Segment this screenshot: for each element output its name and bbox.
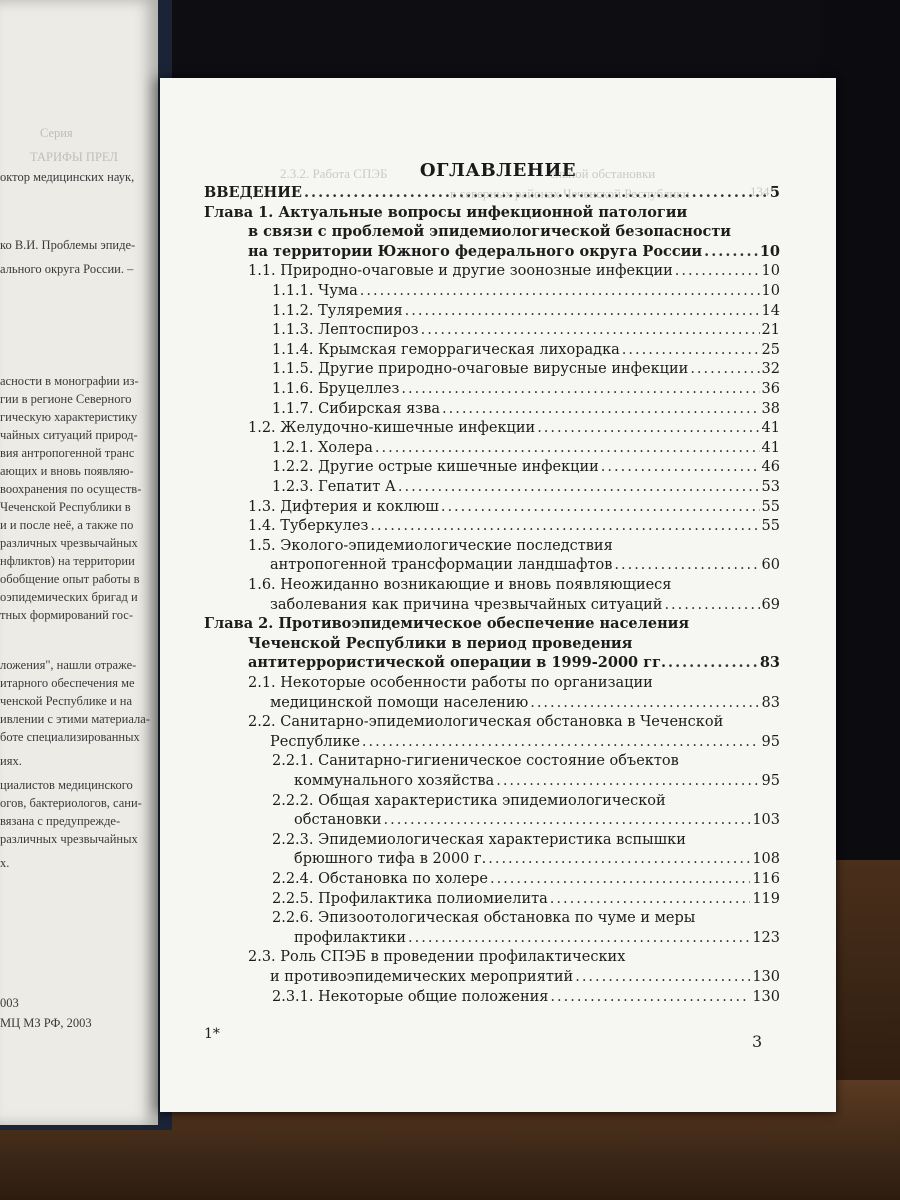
left-line: воохранения по осуществ- — [0, 482, 142, 496]
toc-entry-label: ВВЕДЕНИЕ — [204, 184, 302, 201]
toc-page-number: 32 — [761, 361, 780, 378]
toc-leader-dots — [550, 890, 751, 908]
toc-entry[interactable] — [272, 400, 780, 418]
toc-page-number: 41 — [761, 420, 780, 437]
bleed-through-text: в северных районах Чеченской Республики — [450, 186, 690, 201]
toc-entry-label: брюшного тифа в 2000 г. — [294, 851, 487, 868]
toc-leader-dots — [575, 968, 750, 986]
wooden-table-right — [830, 860, 900, 1090]
toc-entry-heading: Глава 1. Актуальные вопросы инфекционной патологии — [204, 203, 688, 221]
toc-page-number: 119 — [752, 890, 780, 907]
toc-entry[interactable] — [272, 870, 780, 888]
page-number: 3 — [752, 1032, 763, 1051]
toc-entry[interactable] — [272, 302, 780, 320]
left-line: чайных ситуаций природ- — [0, 428, 138, 442]
toc-entry-label: 1.2.2. Другие острые кишечные инфекции — [272, 459, 599, 476]
toc-page-number: 103 — [752, 812, 780, 829]
left-line: октор медицинских наук, — [0, 170, 135, 184]
left-line: различных чрезвычайных — [0, 536, 138, 550]
left-line: ложения", нашли отраже- — [0, 658, 137, 672]
toc-entry-label: заболевания как причина чрезвычайных ситуаций — [270, 596, 663, 613]
toc-entry-heading: 1.5. Эколого-эпидемиологические последствия — [248, 537, 613, 554]
toc-entry-label: 1.4. Туберкулез — [248, 518, 369, 535]
toc-entry-label: Республике — [270, 733, 360, 750]
left-line: и и после неё, а также по — [0, 518, 134, 532]
toc-entry-label: 1.1.4. Крымская геморрагическая лихорадка — [272, 341, 620, 358]
toc-leader-dots — [530, 694, 759, 712]
left-ghost-line: Серия — [40, 126, 73, 140]
toc-leader-dots — [704, 243, 758, 261]
toc-leader-dots — [442, 400, 760, 418]
toc-entry[interactable] — [248, 498, 780, 516]
toc-page-number: 123 — [752, 929, 780, 946]
toc-entry-label: на территории Южного федерального округа России — [248, 242, 703, 260]
toc-entry-label: 1.1.1. Чума — [272, 283, 358, 299]
toc-page-number: 60 — [761, 557, 780, 574]
bleed-through-text: ельной обстановки — [550, 166, 656, 181]
left-line: гическую характеристику — [0, 410, 138, 424]
toc-entry[interactable] — [272, 890, 780, 908]
left-ghost-line: ТАРИФЫ ПРЕЛ — [30, 150, 118, 164]
toc-entry[interactable] — [248, 419, 780, 437]
toc-entry-label: 2.2.5. Профилактика полиомиелита — [272, 890, 548, 907]
toc-entry-heading: 2.2.2. Общая характеристика эпидемиологической — [272, 792, 666, 809]
toc-page-number: 69 — [761, 596, 780, 613]
toc-entry-label: антитеррористической операции в 1999-2000 гг. — [248, 654, 667, 672]
toc-leader-dots — [360, 282, 760, 300]
toc-page-number: 130 — [752, 969, 780, 985]
toc-leader-dots — [675, 262, 760, 280]
toc-page-number: 95 — [761, 733, 780, 750]
toc-entry-label: 1.1.3. Лептоспироз — [272, 322, 419, 339]
left-line: циалистов медицинского — [0, 778, 133, 792]
toc-entry-heading: 2.2. Санитарно-эпидемиологическая обстановка в Чеченской — [248, 714, 724, 731]
toc-leader-dots — [496, 772, 759, 790]
toc-page-number: 25 — [761, 341, 780, 358]
toc-entry[interactable] — [272, 282, 780, 300]
left-line: вязана с предупрежде- — [0, 814, 121, 828]
toc-leader-dots — [490, 870, 750, 888]
left-line: нфликтов) на территории — [0, 554, 135, 568]
toc-page-number: 108 — [752, 851, 780, 868]
toc-leader-dots — [375, 439, 760, 457]
toc-entry-continuation: в связи с проблемой эпидемиологической безопасности — [248, 223, 732, 241]
toc-page-number: 10 — [761, 263, 780, 280]
toc-leader-dots — [550, 988, 750, 1006]
toc-entry[interactable] — [204, 184, 780, 202]
toc-page-number: 95 — [761, 773, 780, 789]
toc-leader-dots — [668, 654, 758, 672]
toc-entry[interactable] — [248, 654, 780, 672]
left-line: иях. — [0, 754, 22, 768]
toc-entry-heading: Глава 2. Противоэпидемическое обеспечение населения — [204, 615, 690, 633]
toc-leader-dots — [441, 498, 760, 516]
toc-leader-dots — [421, 321, 760, 339]
toc-page-number: 55 — [761, 518, 780, 535]
right-page — [160, 78, 836, 1112]
left-line: огов, бактериологов, сани- — [0, 796, 142, 810]
toc-entry-heading: 2.2.6. Эпизоотологическая обстановка по чуме и меры — [272, 910, 696, 927]
toc-entry[interactable] — [272, 458, 780, 476]
toc-entry[interactable] — [294, 929, 780, 947]
toc-entry-label: антропогенной трансформации ландшафтов — [270, 557, 613, 574]
toc-page-number: 53 — [761, 479, 780, 495]
left-line: ающих и вновь появляю- — [0, 464, 134, 478]
toc-page-number: 38 — [761, 400, 780, 417]
page-title: ОГЛАВЛЕНИЕ — [419, 160, 577, 181]
left-line: вия антропогенной транс — [0, 446, 135, 460]
left-page — [0, 0, 158, 1125]
bleed-through-text: 2.3.2. Работа СПЭБ — [280, 166, 388, 181]
toc-leader-dots — [690, 360, 759, 378]
toc-leader-dots — [408, 929, 750, 947]
toc-page-number: 55 — [761, 498, 780, 515]
bleed-through-text: 134 — [750, 184, 770, 199]
left-line: оэпидемических бригад и — [0, 590, 138, 604]
toc-entry[interactable] — [270, 694, 780, 712]
toc-leader-dots — [401, 380, 759, 398]
toc-page-number: 5 — [769, 184, 780, 201]
toc-entry[interactable] — [248, 262, 780, 280]
toc-leader-dots — [537, 419, 759, 437]
toc-entry[interactable] — [272, 478, 780, 496]
toc-entry-heading: 2.3. Роль СПЭБ в проведении профилактических — [248, 949, 626, 966]
toc-entry-heading: 2.2.3. Эпидемиологическая характеристика вспышки — [272, 831, 686, 848]
left-line: различных чрезвычайных — [0, 832, 138, 846]
left-line: ального округа России. – — [0, 262, 134, 276]
toc-entry-heading: 2.2.1. Санитарно-гигиеническое состояние объектов — [272, 753, 679, 770]
toc-entry[interactable] — [272, 321, 780, 339]
toc-entry[interactable] — [270, 733, 780, 751]
toc-page-number: 36 — [761, 381, 780, 397]
toc-entry-label: 1.1.2. Туляремия — [272, 302, 403, 319]
toc-page-number: 116 — [752, 871, 780, 887]
toc-entry[interactable] — [272, 439, 780, 457]
left-line: ченской Республике и на — [0, 694, 133, 708]
toc-entry[interactable] — [272, 380, 780, 398]
toc-leader-dots — [664, 596, 759, 614]
toc-entry-label: 1.2. Желудочно-кишечные инфекции — [248, 420, 536, 437]
toc-page-number: 21 — [761, 322, 780, 339]
toc-entry-label: медицинской помощи населению — [270, 694, 529, 711]
toc-entry-label: 2.2.4. Обстановка по холере — [272, 871, 488, 887]
toc-entry[interactable] — [270, 968, 780, 986]
left-line: Чеченской Республики в — [0, 500, 131, 514]
toc-entry[interactable] — [270, 556, 780, 574]
toc-entry-label: 1.1. Природно-очаговые и другие зоонозные инфекции — [248, 263, 673, 280]
toc-leader-dots — [304, 184, 768, 202]
toc-leader-dots — [398, 478, 760, 496]
toc-entry-label: 2.3.1. Некоторые общие положения — [272, 988, 549, 1005]
left-line: тных формирований гос- — [0, 608, 134, 622]
toc-entry-label: 1.2.3. Гепатит А — [272, 479, 396, 495]
toc-entry[interactable] — [294, 811, 780, 829]
left-line: х. — [0, 856, 10, 870]
left-line: гии в регионе Северного — [0, 392, 132, 406]
toc-entry[interactable] — [272, 360, 780, 378]
toc-entry-continuation: Чеченской Республики в период проведения — [248, 634, 633, 652]
toc-page-number: 83 — [761, 694, 780, 711]
toc-page-number: 83 — [759, 654, 780, 672]
left-line: 003 — [0, 996, 19, 1010]
toc-entry[interactable] — [294, 850, 780, 868]
left-line: ивлении с этими материала- — [0, 712, 150, 726]
toc-page-number: 130 — [752, 988, 780, 1005]
toc-leader-dots — [362, 733, 760, 751]
toc-page-number: 46 — [761, 459, 780, 476]
toc-entry[interactable] — [294, 772, 780, 790]
toc-leader-dots — [614, 556, 759, 574]
left-line: боте специализированных — [0, 730, 140, 744]
toc-entry[interactable] — [248, 243, 780, 261]
toc-leader-dots — [622, 341, 760, 359]
toc-entry[interactable] — [272, 341, 780, 359]
toc-page-number: 41 — [761, 439, 780, 456]
left-line: итарного обеспечения ме — [0, 676, 135, 690]
left-line: ко В.И. Проблемы эпиде- — [0, 238, 136, 252]
toc-entry-label: 1.2.1. Холера — [272, 439, 373, 456]
signature-mark: 1* — [204, 1026, 220, 1042]
toc-leader-dots — [405, 302, 760, 320]
toc-entry-label: и противоэпидемических мероприятий — [270, 969, 574, 985]
toc-entry[interactable] — [272, 988, 780, 1006]
toc-leader-dots — [601, 458, 760, 476]
toc-page-number: 14 — [761, 302, 780, 319]
toc-leader-dots — [370, 517, 759, 535]
left-line: МЦ МЗ РФ, 2003 — [0, 1016, 92, 1030]
toc-entry-label: профилактики — [294, 929, 407, 946]
toc-entry-label: 1.1.6. Бруцеллез — [272, 381, 400, 397]
toc-entry[interactable] — [248, 517, 780, 535]
toc-page-number: 10 — [761, 283, 780, 299]
toc-entry-label: обстановки — [294, 812, 382, 829]
left-line: асности в монографии из- — [0, 374, 139, 388]
toc-entry-label: 1.1.5. Другие природно-очаговые вирусные инфекции — [272, 361, 689, 378]
toc-leader-dots — [488, 850, 750, 868]
toc-entry[interactable] — [270, 596, 780, 614]
toc-page-number: 10 — [759, 242, 780, 260]
toc-entry-label: 1.3. Дифтерия и коклюш — [248, 498, 439, 515]
left-line: обобщение опыт работы в — [0, 572, 140, 586]
toc-entry-heading: 2.1. Некоторые особенности работы по организации — [248, 675, 653, 691]
toc-entry-heading: 1.6. Неожиданно возникающие и вновь появляющиеся — [248, 577, 672, 593]
toc-leader-dots — [384, 811, 751, 829]
toc-entry-label: коммунального хозяйства — [294, 773, 495, 789]
toc-entry-label: 1.1.7. Сибирская язва — [272, 400, 440, 417]
